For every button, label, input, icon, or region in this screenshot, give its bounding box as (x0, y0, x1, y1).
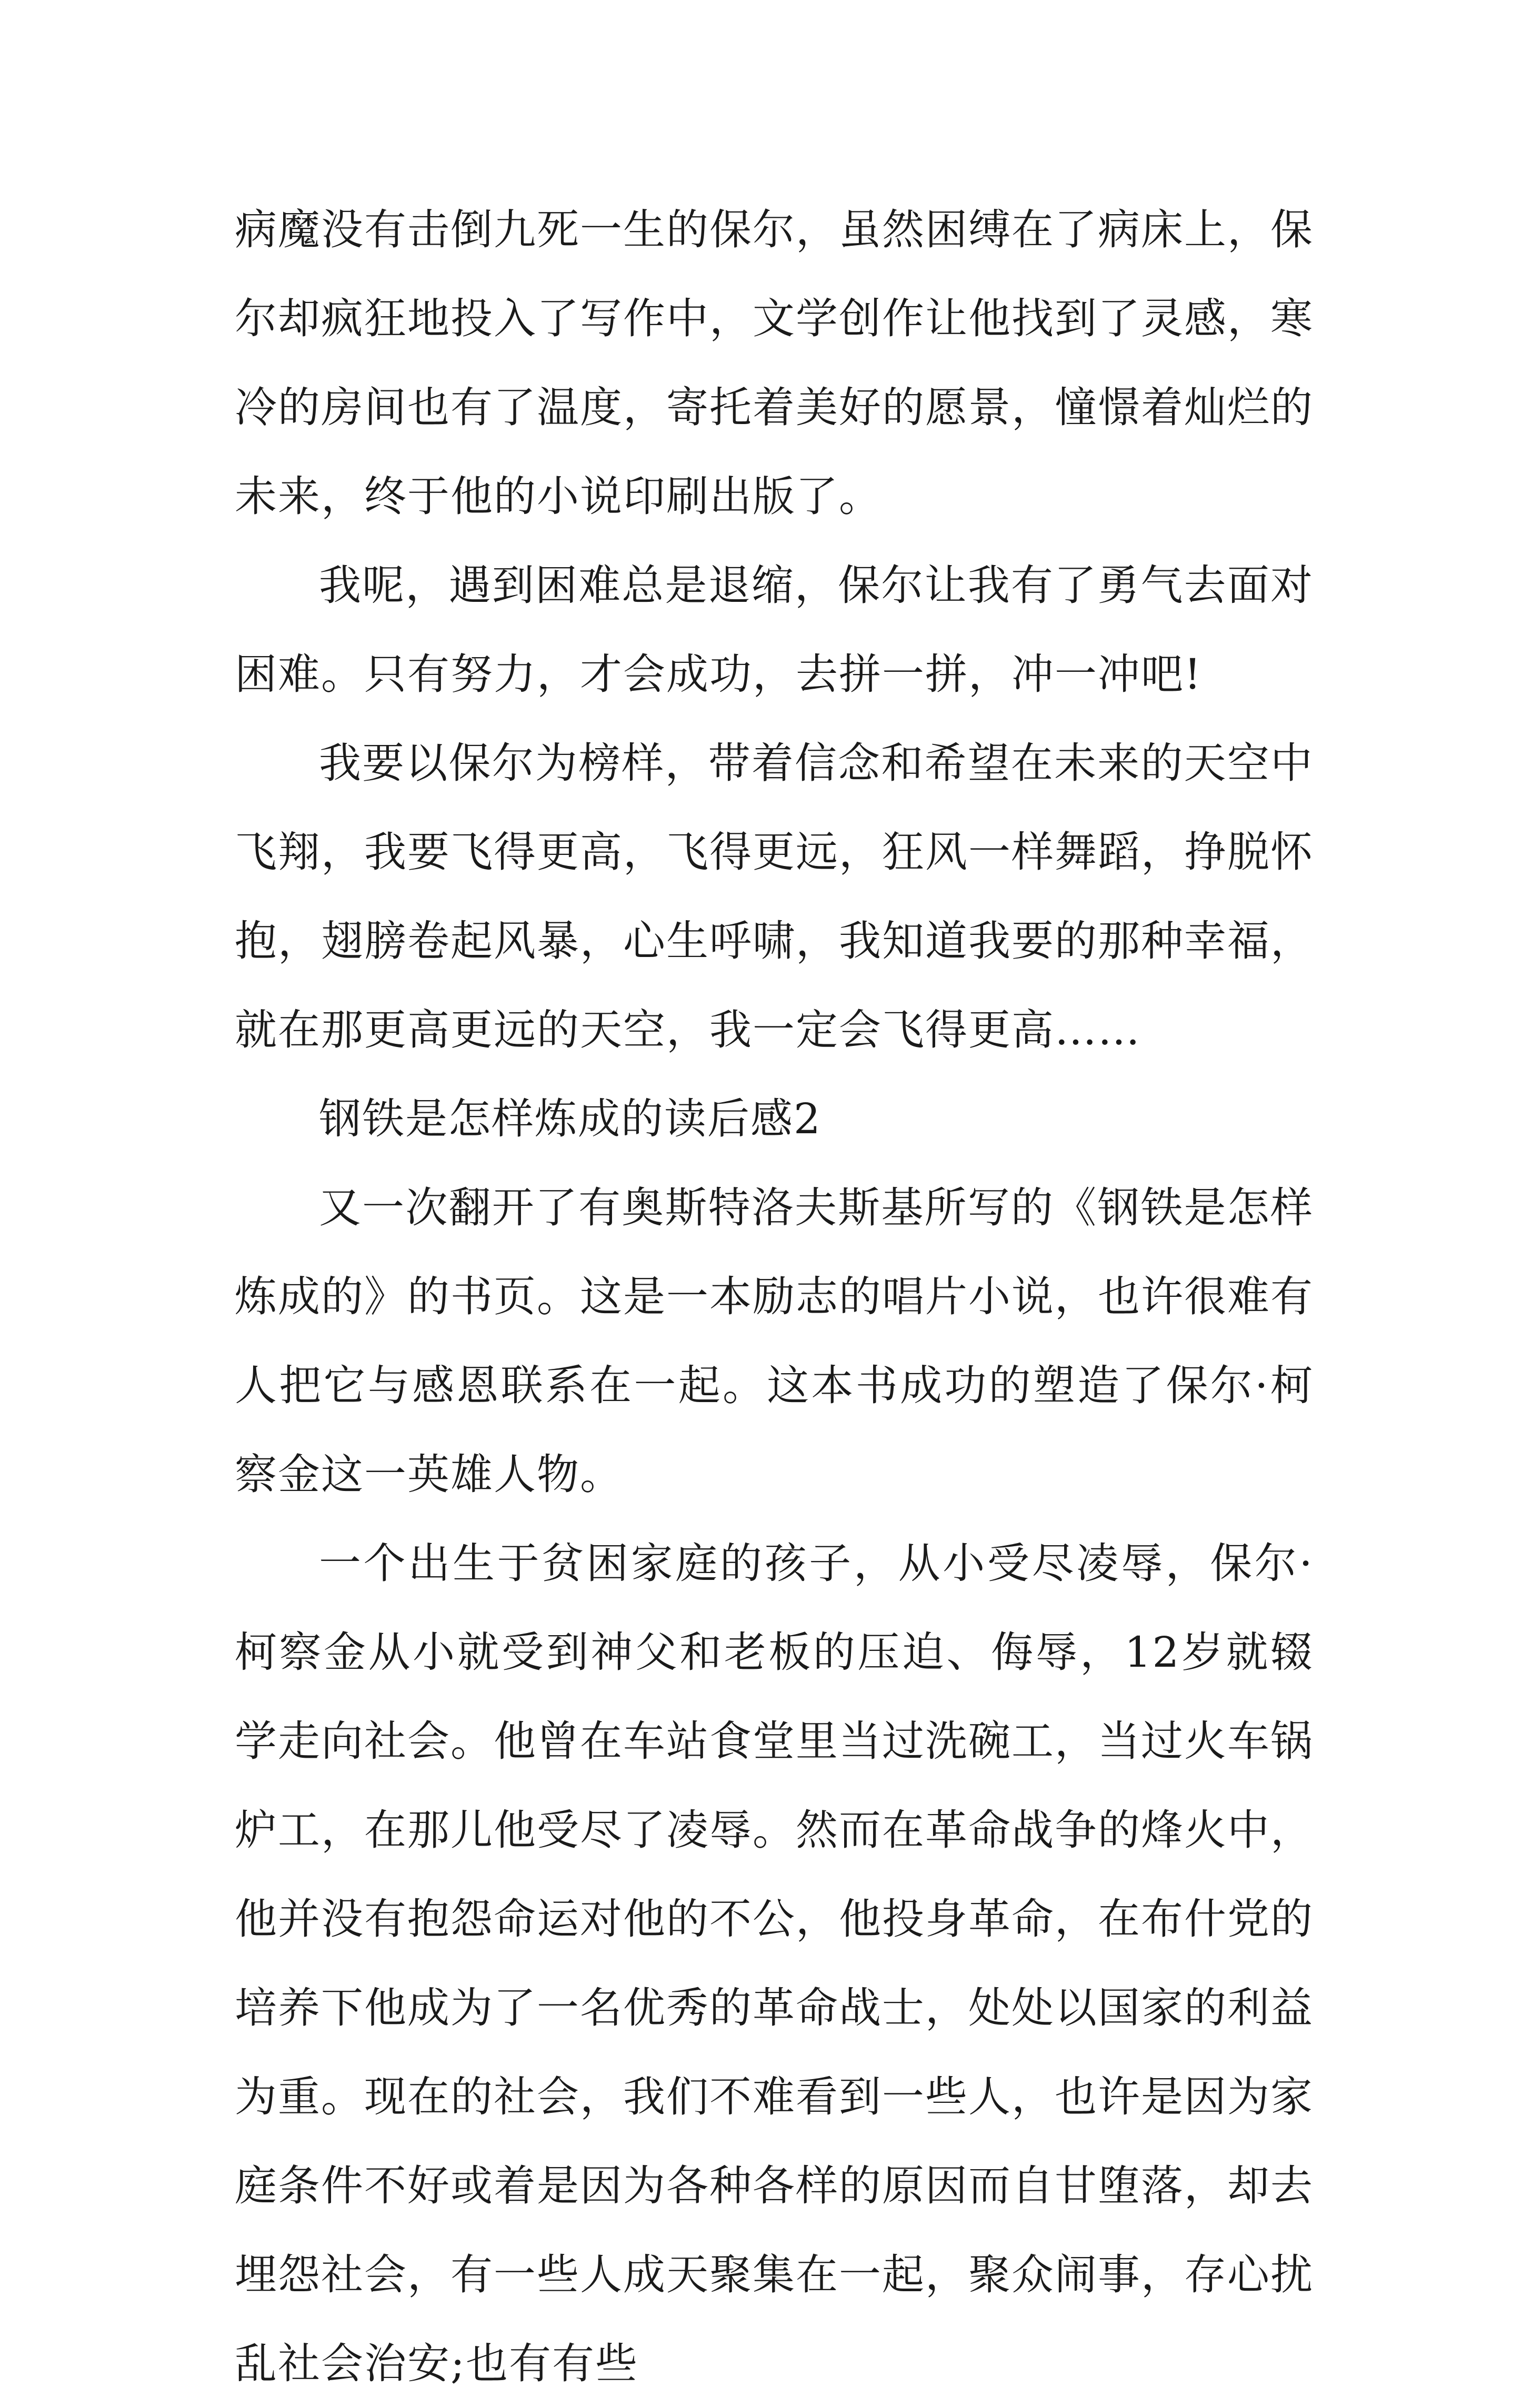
document-body (235, 185, 1314, 2408)
paragraph-3: 我要以保尔为榜样，带着信念和希望在未来的天空中飞翔，我要飞得更高，飞得更远，狂风一样舞蹈，挣脱怀抱，翅膀卷起风暴，心生呼啸，我知道我要的那种幸福，就在那更高更远的天空，我一定会飞得更高…… (235, 739, 1314, 1054)
section-heading: 钢铁是怎样炼成的读后感2 (319, 1094, 821, 1143)
paragraph-1: 病魔没有击倒九死一生的保尔，虽然困缚在了病床上，保尔却疯狂地投入了写作中，文学创作让他找到了灵感，寒冷的房间也有了温度，寄托着美好的愿景，憧憬着灿烂的未来，终于他的小说印刷出版了。 (235, 205, 1314, 521)
paragraph-2: 我呢，遇到困难总是退缩，保尔让我有了勇气去面对困难。只有努力，才会成功，去拼一拼，冲一冲吧! (235, 561, 1314, 699)
paragraph-4: 又一次翻开了有奥斯特洛夫斯基所写的《钢铁是怎样炼成的》的书页。这是一本励志的唱片小说，也许很难有人把它与感恩联系在一起。这本书成功的塑造了保尔·柯察金这一英雄人物。 (235, 1183, 1314, 1499)
paragraph-5: 一个出生于贫困家庭的孩子，从小受尽凌辱，保尔·柯察金从小就受到神父和老板的压迫、侮辱，12岁就辍学走向社会。他曾在车站食堂里当过洗碗工，当过火车锅炉工，在那儿他受尽了凌辱。然而在革命战争的烽火中，他并没有抱怨命运对他的不公，他投身革命，在布什党的培养下他成为了一名优秀的革命战士，处处以国家的利益为重。现在的社会，我们不难看到一些人，也许是因为家庭条件不好或着是因为各种各样的原因而自甘堕落，却去埋怨社会，有一些人成天聚集在一起，聚众闹事，存心扰乱社会治安;也有有些 (235, 1539, 1314, 2388)
